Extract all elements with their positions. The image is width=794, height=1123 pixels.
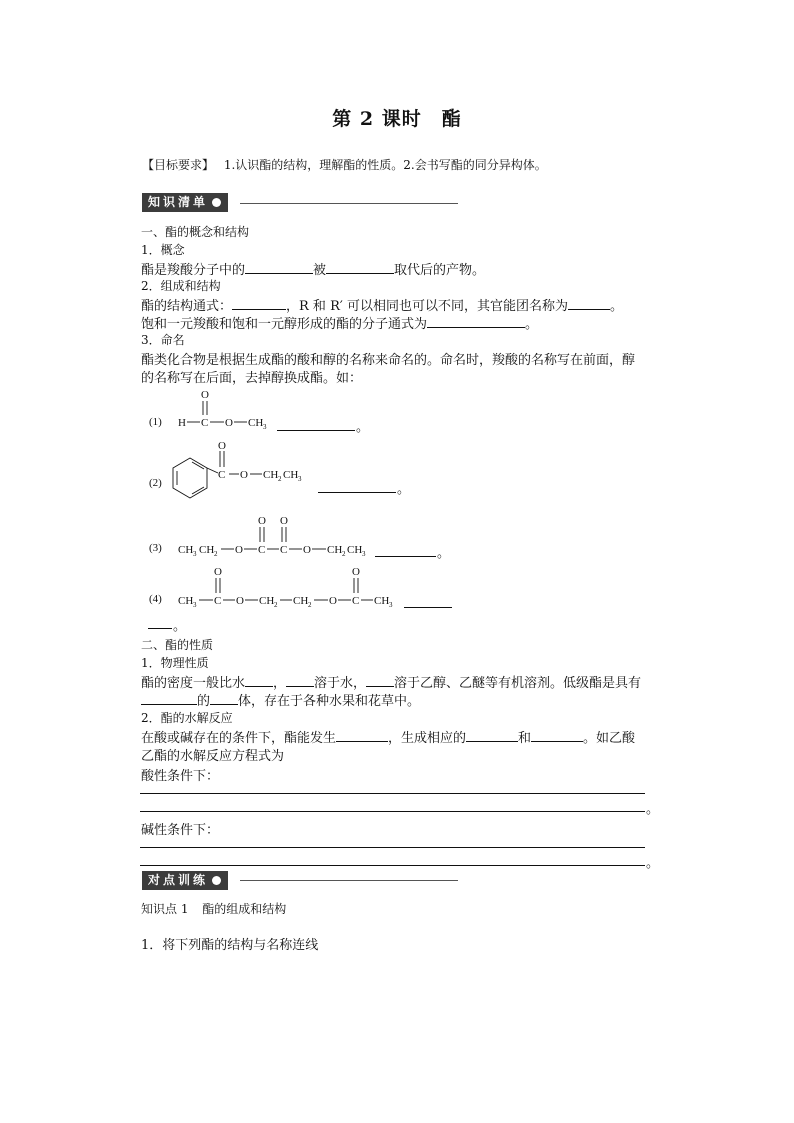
answer-line[interactable] xyxy=(140,847,645,848)
atom-o-top: O xyxy=(280,515,288,527)
item-2-number: (2) xyxy=(149,477,162,489)
atom-c: C xyxy=(352,595,360,607)
hydrolysis-line2: 乙酯的水解反应方程式为 xyxy=(141,749,285,764)
sub-2: 2 xyxy=(342,550,346,558)
structure-heading: 2．组成和结构 xyxy=(141,279,221,293)
physical-text-d: 溶于乙醇、乙醚等有机溶剂。低级酯是具有 xyxy=(394,676,642,691)
hydrolysis-text-c: 和 xyxy=(518,731,532,746)
formula-ethyl-benzoate xyxy=(172,438,322,508)
knowledge-tag-label: 知识清单 xyxy=(148,195,209,209)
base-period: 。 xyxy=(646,856,660,871)
goal-text: 1.认识酯的结构，理解酯的性质。2.会书写酯的同分异构体。 xyxy=(223,158,547,172)
knowledge-section-tag xyxy=(142,193,228,212)
blank-field[interactable] xyxy=(375,556,436,557)
sub-2: 2 xyxy=(214,550,218,558)
acid-period: 。 xyxy=(646,802,660,817)
circle-bullet-icon xyxy=(212,198,221,207)
atom-o: O xyxy=(236,595,244,607)
structure-line1 xyxy=(141,295,623,314)
atom-c: C xyxy=(218,469,226,481)
physical-line1 xyxy=(141,672,641,691)
naming-text-2: 的名称写在后面，去掉醇换成酯。如： xyxy=(141,371,363,386)
kp-label: 知识点 1 xyxy=(141,902,189,916)
blank-field[interactable] xyxy=(336,730,388,742)
physical-text-f: 体，存在于各种水果和花草中。 xyxy=(238,694,421,709)
hydrolysis-text-a: 在酸或碱存在的条件下，酯能发生 xyxy=(141,731,337,746)
formula-methyl-formate xyxy=(172,388,282,433)
group-ch2: CH xyxy=(263,469,279,481)
atom-o: O xyxy=(225,417,233,429)
group-ch3: CH xyxy=(283,469,299,481)
part2-heading: 二、酯的性质 xyxy=(141,638,214,652)
item-2-end: 。 xyxy=(397,482,411,497)
section-divider xyxy=(240,203,458,204)
answer-line[interactable] xyxy=(140,865,645,866)
atom-o: O xyxy=(235,544,243,556)
sub-2: 2 xyxy=(278,475,282,483)
blank-field[interactable] xyxy=(568,298,610,310)
atom-c: C xyxy=(214,595,222,607)
group-ch2: CH xyxy=(327,544,343,556)
naming-text-1: 酯类化合物是根据生成酯的酸和醇的名称来命名的。命名时，羧酸的名称写在前面，醇 xyxy=(141,353,636,368)
physical-line2 xyxy=(141,690,420,709)
blank-field[interactable] xyxy=(466,730,518,742)
answer-line[interactable] xyxy=(140,793,645,794)
structure-line2 xyxy=(141,313,538,332)
group-ch2: CH xyxy=(199,544,215,556)
practice-tag-label: 对点训练 xyxy=(148,873,209,887)
blank-field[interactable] xyxy=(531,730,583,742)
item-3-end: 。 xyxy=(437,546,451,561)
structure-text-a: 酯的结构通式： xyxy=(141,299,233,314)
blank-field[interactable] xyxy=(366,675,394,687)
formula-ethylene-diacetate xyxy=(177,564,407,609)
structure-text-b: ，R 和 R′ 可以相同也可以不同，其官能团名称为 xyxy=(286,299,568,314)
blank-field[interactable] xyxy=(245,262,313,274)
section-divider xyxy=(240,880,458,881)
blank-field[interactable] xyxy=(286,675,314,687)
group-ch3: CH xyxy=(248,417,264,429)
structure-text-e: 。 xyxy=(525,317,539,332)
naming-heading: 3．命名 xyxy=(141,333,185,347)
physical-text-e: 的 xyxy=(197,694,211,709)
hydrolysis-line1 xyxy=(141,727,635,746)
structure-text-d: 饱和一元羧酸和饱和一元醇形成的酯的分子通式为 xyxy=(141,317,428,332)
concept-heading: 1．概念 xyxy=(141,243,185,257)
item-1-number: (1) xyxy=(149,416,162,428)
knowledge-point-1 xyxy=(141,900,286,917)
question-1: 1．将下列酯的结构与名称连线 xyxy=(141,938,319,953)
sub-3: 3 xyxy=(389,601,393,609)
atom-o-top: O xyxy=(352,566,360,578)
sub-2: 2 xyxy=(308,601,312,609)
atom-o-top: O xyxy=(201,389,209,401)
answer-line[interactable] xyxy=(140,811,645,812)
learning-goals xyxy=(142,156,547,173)
group-ch3: CH xyxy=(347,544,363,556)
group-ch3: CH xyxy=(178,595,194,607)
atom-o: O xyxy=(240,469,248,481)
circle-bullet-icon xyxy=(212,876,221,885)
blank-field[interactable] xyxy=(318,492,396,493)
concept-text-c: 取代后的产物。 xyxy=(394,263,486,278)
concept-text xyxy=(141,259,485,278)
blank-field[interactable] xyxy=(148,628,172,629)
hydrolysis-heading: 2．酯的水解反应 xyxy=(141,711,233,725)
sub-3: 3 xyxy=(193,550,197,558)
blank-field[interactable] xyxy=(277,430,355,431)
atom-o: O xyxy=(329,595,337,607)
sub-3: 3 xyxy=(263,423,267,431)
goal-label: 【目标要求】 xyxy=(142,158,215,172)
structure-text-c: 。 xyxy=(609,299,623,314)
item-3-number: (3) xyxy=(149,542,162,554)
blank-field[interactable] xyxy=(427,316,525,328)
physical-text-a: 酯的密度一般比水 xyxy=(141,676,246,691)
physical-heading: 1．物理性质 xyxy=(141,656,209,670)
sub-2: 2 xyxy=(274,601,278,609)
concept-text-b: 被 xyxy=(313,263,327,278)
blank-field[interactable] xyxy=(232,298,286,310)
concept-text-a: 酯是羧酸分子中的 xyxy=(141,263,246,278)
atom-c: C xyxy=(258,544,266,556)
group-ch2: CH xyxy=(293,595,309,607)
group-ch2: CH xyxy=(259,595,275,607)
blank-field[interactable] xyxy=(141,693,197,705)
atom-o-top: O xyxy=(214,566,222,578)
atom-c: C xyxy=(280,544,288,556)
blank-field[interactable] xyxy=(245,675,273,687)
group-ch3: CH xyxy=(374,595,390,607)
blank-field[interactable] xyxy=(326,262,394,274)
blank-field[interactable] xyxy=(210,693,238,705)
physical-text-b: ， xyxy=(273,676,287,691)
sub-3: 3 xyxy=(298,475,302,483)
atom-h: H xyxy=(178,417,186,429)
item-4-number: (4) xyxy=(149,593,162,605)
sub-3: 3 xyxy=(193,601,197,609)
sub-3: 3 xyxy=(362,550,366,558)
item-1-end: 。 xyxy=(356,420,370,435)
atom-o-top: O xyxy=(258,515,266,527)
practice-section-tag xyxy=(142,871,228,890)
part1-heading: 一、酯的概念和结构 xyxy=(141,225,250,239)
atom-o-top: O xyxy=(218,440,226,452)
item-4-end: 。 xyxy=(173,619,187,634)
atom-o: O xyxy=(303,544,311,556)
base-condition-label: 碱性条件下： xyxy=(141,823,220,838)
acid-condition-label: 酸性条件下： xyxy=(141,769,220,784)
hydrolysis-text-b: ，生成相应的 xyxy=(388,731,467,746)
formula-diethyl-oxalate xyxy=(177,513,377,558)
hydrolysis-text-d: 。如乙酸 xyxy=(583,731,636,746)
group-ch3: CH xyxy=(178,544,194,556)
kp-title: 酯的组成和结构 xyxy=(202,902,287,916)
physical-text-c: 溶于水， xyxy=(314,676,367,691)
blank-field[interactable] xyxy=(404,607,452,608)
atom-c: C xyxy=(201,417,209,429)
page-title: 第 2 课时 酯 xyxy=(332,108,462,130)
